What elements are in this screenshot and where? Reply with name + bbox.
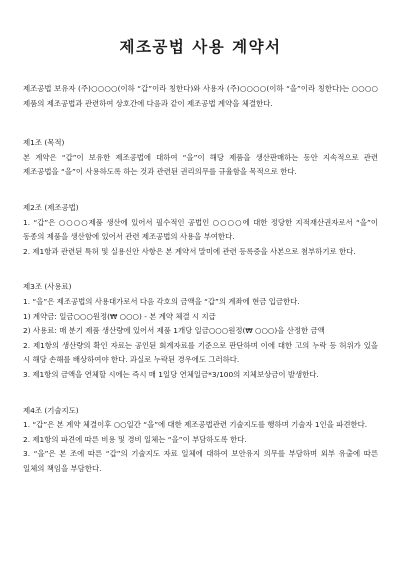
article-paragraph: 1. “갑”은 ○○○○제품 생산에 있어서 필수적인 공법인 ○○○○에 대한 정당한 지적재산권자로서 “을”이 동종의 제품을 생산함에 있어서 관련 제조공법의 사용을 부여한다. [23, 217, 378, 242]
article-paragraph: 3. 제1항의 금액을 연체할 시에는 즉시 매 1일당 연체일금*3/100의 지체보상금이 발생한다. [23, 369, 319, 379]
article-heading: 제3조 (사용료) [23, 282, 72, 292]
article-paragraph: 2. 제1항과 관련된 특허 및 실용신안 사항은 본 계약서 말미에 관련 등록증을 사본으로 첨부하기로 한다. [23, 246, 356, 256]
article-heading: 제4조 (기술지도) [23, 405, 79, 415]
article-paragraph: 본 계약은 “갑”이 보유한 제조공법에 대하여 “을”이 해당 제품을 생산판매하는 동안 지속적으로 관련 제조공법을 “을”이 사용하도록 하는 것과 관련된 권리의무를 규율함을 목적으로 한다. [23, 152, 378, 177]
article-paragraph: 1. “갑”은 본 계약 체결이후 ○○일간 “을”에 대한 제조공법관련 기술지도를 행하며 기술자 1인을 파견한다. [23, 420, 368, 430]
article-subitem: 1) 계약금: 일금○○○원정(₩ ○○○) - 본 계약 체결 시 지급 [23, 311, 216, 321]
article-1 [23, 136, 378, 180]
article-2 [23, 201, 378, 259]
article-heading: 제2조 (제조공법) [23, 202, 79, 212]
page-title: 제조공법 사용 계약서 [119, 38, 282, 56]
article-paragraph: 1. “을”은 제조공법의 사용대가로서 다음 각호의 금액을 “갑”의 계좌에 현금 입금한다. [23, 296, 300, 306]
article-paragraph: 2. 제1항의 생산량의 확인 자료는 공인된 회계자료를 기준으로 판단하며 이에 대한 고의 누락 등 허위가 있을 시 해당 손해를 배상하여야 한다. 과실로 누락된 경우에도 그러하다. [23, 340, 378, 365]
article-heading: 제1조 (목적) [23, 138, 65, 148]
article-paragraph: 2. 제1항의 파견에 따른 비용 및 경비 일체는 “을”이 부담하도록 한다. [23, 434, 247, 444]
preamble-paragraph: 제조공법 보유자 (주)○○○○(이하 “갑”이라 칭한다)와 사용자 (주)○○○○(이하 “을”이라 칭한다)는 ○○○○제품의 제조공법과 관련하여 상호간에 다음과 같이 제조공법 계약을 체결한다. [23, 84, 378, 108]
article-3 [23, 280, 378, 382]
article-4 [23, 404, 378, 477]
article-subitem: 2) 사용료: 매 분기 제품 생산량에 있어서 제품 1개당 일금○○○원정(₩ ○○○)을 산정한 금액 [23, 326, 325, 336]
article-paragraph: 3. “을”은 본 조에 따른 “갑”의 기술지도 자료 일체에 대하여 보안유지 의무를 부담하며 외부 유출에 따른 일체의 책임을 부담한다. [23, 449, 378, 473]
